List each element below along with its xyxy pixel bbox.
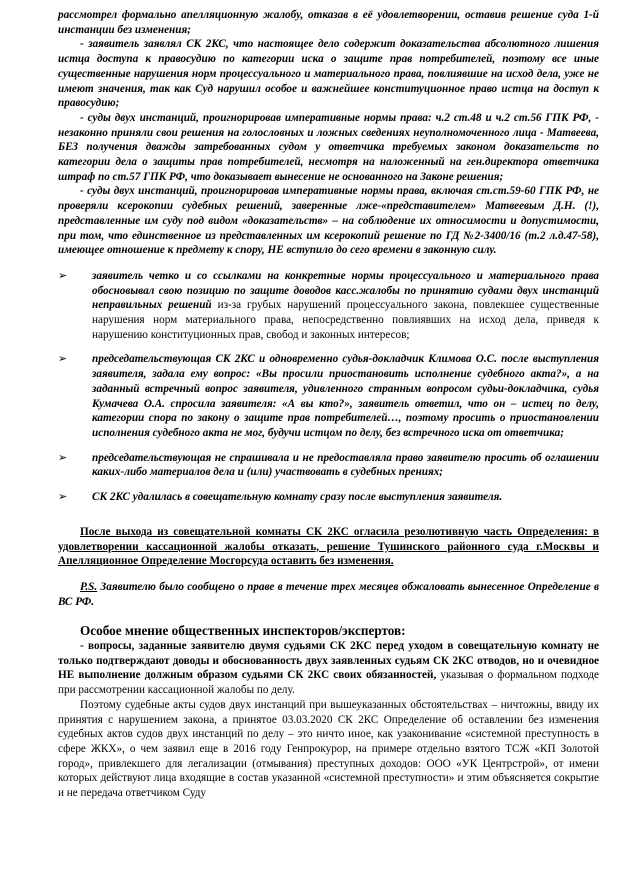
paragraph-unverified-copies: - суды двух инстанций, проигнорировав императивные нормы права, включая ст.ст.59-60 ГПК РФ, не проверяли ксерокопии судебных решений, заверенные лже-«представителем» Матвеевым Д.Н. (!), представленные им суду под видом «доказательств» – на соблюдение их относимости и допустимости, при том, что единственное из представленных им ксерокопий решение по ГД №2-3400/16 (т.2 л.д.47-58), имеющее отношение к предмету к спору, НЕ вступило до сего времени в законную силу.: [58, 185, 599, 257]
bullet-text: СК 2КС удалилась в совещательную комнату сразу после выступления заявителя.: [92, 491, 503, 504]
paragraph-access-to-justice: - заявитель заявлял СК 2КС, что настоящее дело содержит доказательства абсолютного лишения истца доступа к правосудию по категории иска о защите прав потребителей, поэтому все иные существенные нарушения норм процессуального и материального права, повлиявшие на исход дела, уже не имеют значения, так как Суд нарушил особое и важнейшее конституционное право истца на доступ к правосудию;: [58, 38, 599, 110]
paragraph-appeal-result: рассмотрел формально апелляционную жалобу, отказав в её удовлетворении, оставив решение суда 1-й инстанции без изменения;: [58, 9, 599, 36]
arrow-bullet-icon: ➢: [58, 450, 68, 464]
verdict-paragraph: После выхода из совещательной комнаты СК 2КС огласила резолютивную часть Определения: в удовлетворении кассационной жалобы отказать, решение Тушинского районного суда г.Москвы и Апелляционное Определение Мосгорсуда оставить без изменения.: [58, 525, 599, 568]
arrow-bullet-icon: ➢: [58, 268, 68, 282]
bullet-text: председательствующая не спрашивала и не предоставляла право заявителю просить об оглашении каких-либо материалов дела и (или) участвовать в судебных прениях;: [92, 451, 599, 479]
section-heading: Особое мнение общественных инспекторов/экспертов:: [80, 623, 406, 639]
list-item: [58, 451, 599, 480]
postscript: [58, 580, 599, 609]
list-item: [58, 352, 599, 440]
arrow-bullet-icon: ➢: [58, 490, 68, 504]
bullet-text-bold: заявитель четко и со ссылками на конкретные нормы процессуального и материального права обосновывал свою позицию по защите доводов касс.жалобы по принятию судами двух инстанций неправильных решений: [92, 269, 599, 312]
list-item: [58, 490, 599, 505]
arrow-bullet-icon: ➢: [58, 352, 68, 366]
list-item: [58, 269, 599, 343]
opinion-paragraph-1: - вопросы, заданные заявителю двумя судьями СК 2КС перед уходом в совещательную комнату не только подтверждают доводы и обоснованность двух заявленных судьям СК 2КС отводов, но и очевидное НЕ выполнение должным образом судьями СК 2КС своих обязанностей, указывая о формальном подходе при рассмотрении кассационной жалобы по делу.: [58, 640, 599, 697]
ps-text: Заявителю было сообщено о праве в течение трех месяцев обжаловать вынесенное Определение в ВС РФ.: [58, 580, 599, 608]
bullet-text: из-за грубых нарушений процессуального закона, повлекшее существенные нарушения норм материального права, непосредственно повлиявших на исход дела, приведя к нарушению конституционных прав, свобод и законных интересов;: [92, 299, 599, 341]
document-page: [58, 8, 599, 801]
paragraph-unauthorized-person: - суды двух инстанций, проигнорировав императивные нормы права: ч.2 ст.48 и ч.2 ст.56 ГПК РФ, - незаконно приняли свои решения на голословных и ложных сведениях неуполномоченного лица - Матвеева, БЕЗ получения дважды затребованных судом у ответчика требуемых законом доказательств по категории дела о защиты прав потребителей, несмотря на наложенный на ген.директора ответчика штраф по ст.57 ГПК РФ, что доказывает вынесение не основанного на Законе решения;: [58, 111, 599, 183]
ps-label: P.S.: [80, 580, 98, 593]
opinion-paragraph-2: Поэтому судебные акты судов двух инстанций при вышеуказанных обстоятельствах – ничтожны, ввиду их принятия с нарушением закона, а принятое 03.03.2020 СК 2КС Определение об оставлении без изменения судебных актов судов двух инстанций по делу – это ничто иное, как узаконивание «системной преступность в сфере ЖКХ», о чем заявил еще в 2016 году Генпрокурор, на примере отдельно взятого ТСЖ «КП Золотой город», привлекшего для легализации (отмывания) преступных доходов: ООО «УК Центрстрой», от имени которых действуют лица входящие в состав указанной «системной преступности» и этим объясняется сокрытие и не передача ответчиком Суду: [58, 698, 599, 800]
bullet-text: председательствующая СК 2КС и одновременно судья-докладчик Климова О.С. после выступления заявителя, задала ему вопрос: «Вы просили приостановить исполнение судебного акта?», а на заданный встречный вопрос заявителя, удивленного странным вопросом судьи-докладчика, судья Кумачева О.А. спросила заявителя: «А вы кто?», заявитель ответил, что он – истец по делу, категории спора по закону о защите прав потребителей…, поэтому просить о приостановлении исполнения судебного акта не мог, будучи истцом по делу, без встречного иска от ответчика;: [92, 353, 599, 439]
